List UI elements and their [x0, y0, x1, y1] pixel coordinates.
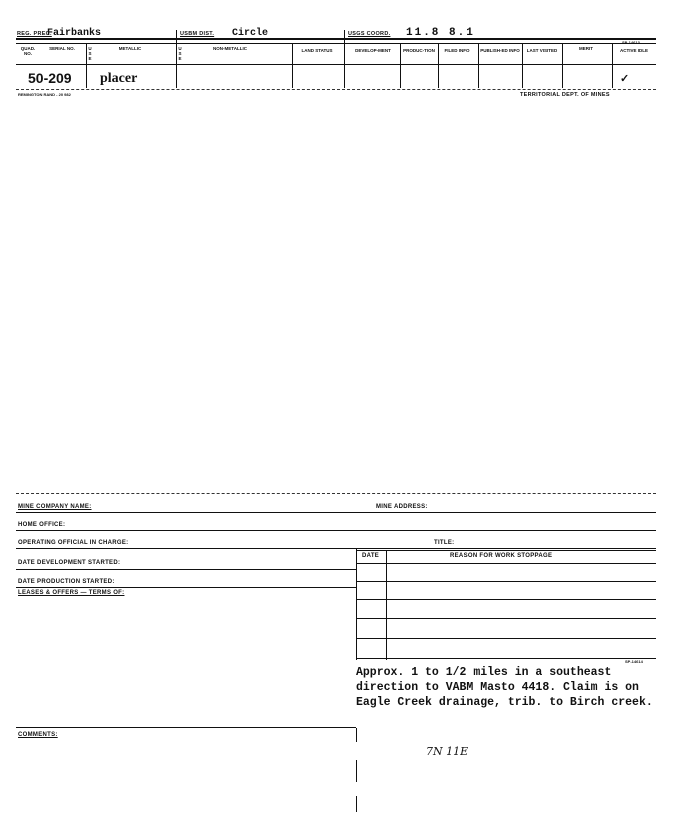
footer-left: REMINGTON RAND - 20 982 — [18, 92, 71, 97]
col-land-status: LAND STATUS — [301, 48, 333, 53]
col-non-metallic: NON-METALLIC — [213, 46, 247, 51]
reason-col-header: REASON FOR WORK STOPPAGE — [450, 553, 553, 559]
form-number-top: SP-14613 — [622, 40, 640, 45]
col-filed-info: FILED INFO — [444, 48, 470, 53]
leases-label: LEASES & OFFERS — TERMS OF: — [18, 590, 125, 596]
reg-prec-label: REG. PREC. — [17, 31, 52, 37]
date-col-header: DATE — [362, 553, 380, 559]
footer-right: TERRITORIAL DEPT. OF MINES — [520, 92, 610, 98]
notes-line-3: Eagle Creek drainage, trib. to Birch creek. — [356, 696, 653, 709]
mine-address-label: MINE ADDRESS: — [376, 504, 428, 510]
date-production-label: DATE PRODUCTION STARTED: — [18, 579, 115, 585]
usbm-dist-value: Circle — [232, 28, 269, 39]
form-number-bottom: SP-14614 — [625, 659, 643, 664]
home-office-label: HOME OFFICE: — [18, 522, 66, 528]
operating-official-label: OPERATING OFFICIAL IN CHARGE: — [18, 540, 129, 546]
usgs-coord-label: USGS COORD. — [348, 31, 391, 37]
idle-check-mark: ✓ — [620, 73, 630, 85]
col-active-idle: ACTIVE IDLE — [619, 48, 648, 53]
usbm-dist-label: USBM DIST. — [180, 31, 215, 37]
handwritten-location: 7N 11E — [426, 745, 469, 758]
col-production: PRODUC-TION — [403, 48, 435, 53]
col-use-1: U S E — [88, 46, 92, 61]
comments-label: COMMENTS: — [18, 732, 58, 738]
mine-company-name-label: MINE COMPANY NAME: — [18, 504, 92, 510]
notes-line-2: direction to VABM Masto 4418. Claim is on — [356, 681, 639, 694]
col-quad-no: QUAD. NO. — [20, 46, 36, 56]
col-development: DEVELOP-MENT — [355, 48, 391, 53]
record-quad-serial: 50-209 — [28, 70, 72, 86]
col-serial-no: SERIAL NO. — [49, 46, 75, 51]
notes-line-1: Approx. 1 to 1/2 miles in a southeast — [356, 666, 612, 679]
col-last-visited: LAST VISITED — [526, 48, 558, 53]
record-metallic-value: placer — [100, 71, 138, 86]
usgs-coord-value: 11.8 8.1 — [406, 27, 475, 39]
date-development-label: DATE DEVELOPMENT STARTED: — [18, 560, 121, 566]
col-published-info: PUBLISH-ED INFO — [480, 48, 520, 53]
col-merit: MERIT — [579, 46, 593, 51]
col-metallic: METALLIC — [118, 46, 142, 51]
title-label: TITLE: — [434, 540, 455, 546]
reg-prec-value: Fairbanks — [47, 28, 102, 39]
col-use-2: U S E — [178, 46, 182, 61]
